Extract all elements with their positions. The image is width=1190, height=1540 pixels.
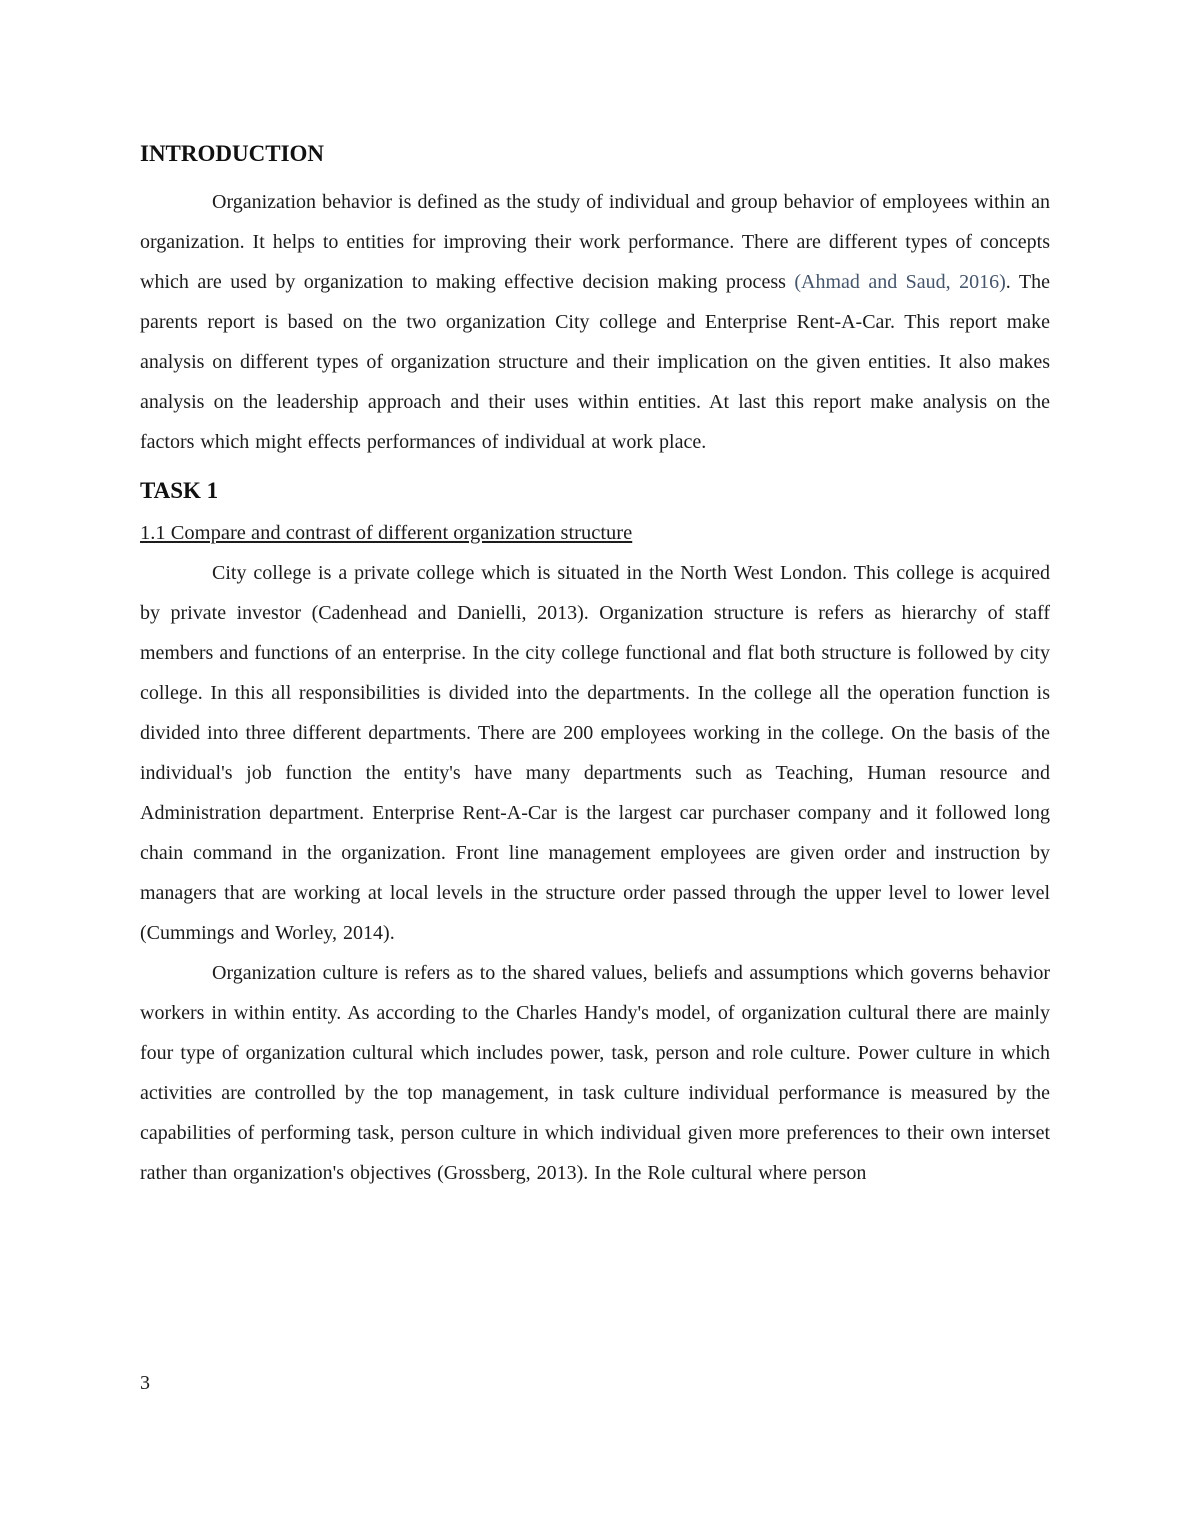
introduction-heading: INTRODUCTION [140,141,325,166]
task1-heading: TASK 1 [140,477,219,503]
intro-paragraph-text-before-citation: Organization behavior is defined as the study of individual and group behavior of employees within an organization. It helps to entities for improving their work performance. There are different types of concepts which are used by organization to making effective decision making process [140,190,1050,293]
citation-ahmad-saud-2016: (Ahmad and Saud, 2016) [794,270,1006,293]
intro-paragraph-text-after-citation: . The parents report is based on the two organization City college and Enterprise Rent-A-Car. This report make analysis on different types of organization structure and their implication on the given entities. It also makes analysis on the leadership approach and their uses within entities. At last this report make analysis on the factors which might effects performances of individual at work place. [140,270,1050,453]
page-content [140,140,1050,1193]
organization-culture-paragraph: Organization culture is refers as to the shared values, beliefs and assumptions which governs behavior workers in within entity. As according to the Charles Handy's model, of organization cultural there are mainly four type of organization cultural which includes power, task, person and role culture. Power culture in which activities are controlled by the top management, in task culture individual performance is measured by the capabilities of performing task, person culture in which individual given more preferences to their own interset rather than organization's objectives (Grossberg, 2013). In the Role cultural where person [140,962,1050,1185]
intro-paragraph [140,182,1050,462]
section-1-1-heading: 1.1 Compare and contrast of different organization structure [140,521,633,544]
organization-structure-paragraph: City college is a private college which is situated in the North West London. This college is acquired by private investor (Cadenhead and Danielli, 2013). Organization structure is refers as hierarchy of staff members and functions of an enterprise. In the city college functional and flat both structure is followed by city college. In this all responsibilities is divided into the departments. In the college all the operation function is divided into three different departments. There are 200 employees working in the college. On the basis of the individual's job function the entity's have many departments such as Teaching, Human resource and Administration department. Enterprise Rent-A-Car is the largest car purchaser company and it followed long chain command in the organization. Front line management employees are given order and instruction by managers that are working at local levels in the structure order passed through the upper level to lower level (Cummings and Worley, 2014). [140,562,1050,945]
page-number: 3 [140,1372,150,1394]
